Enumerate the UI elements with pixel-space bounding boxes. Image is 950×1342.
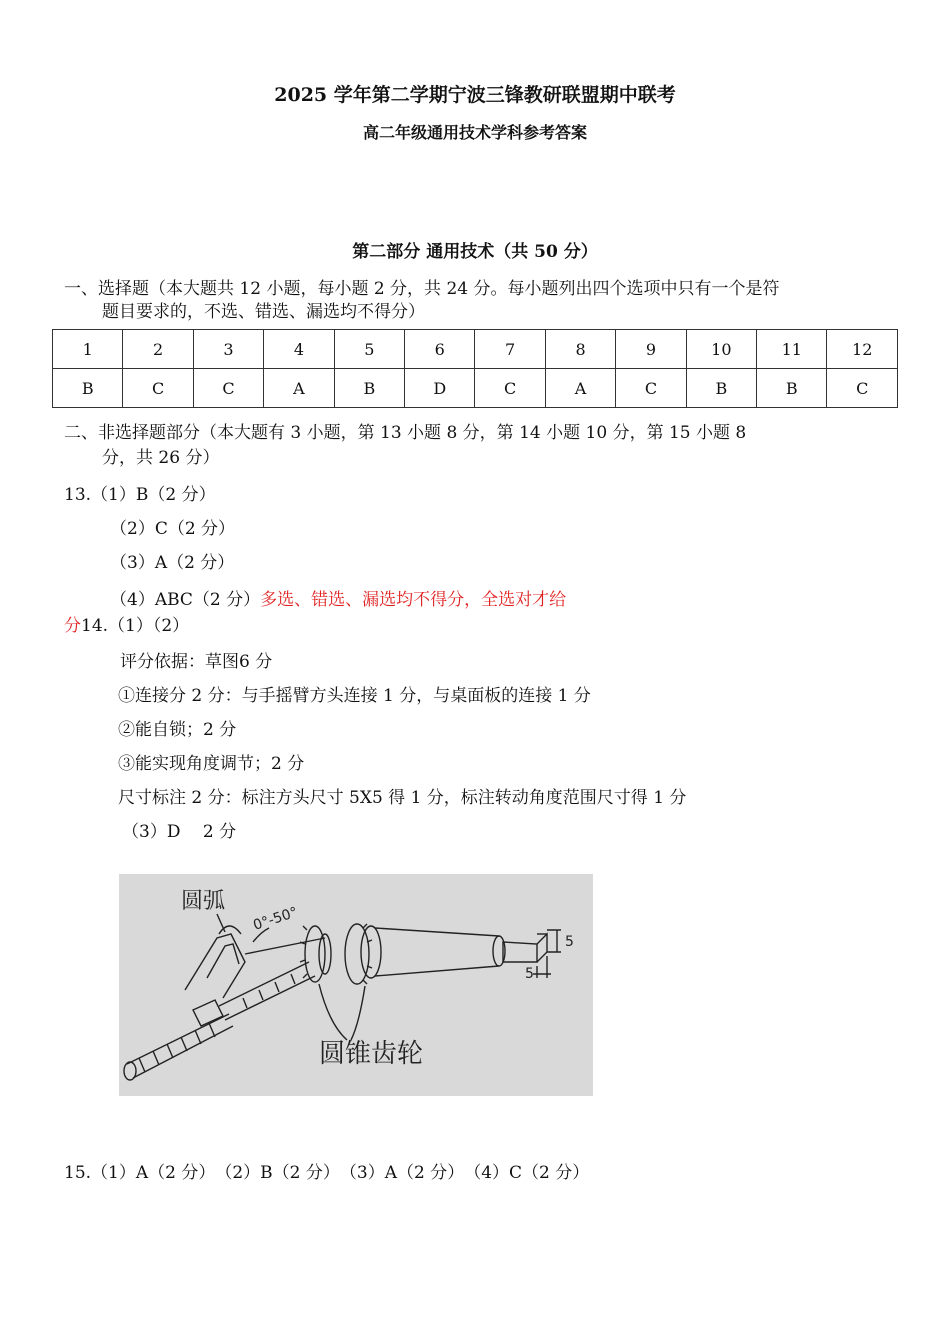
part2-intro-line2: 分，共 26 分） (102, 448, 220, 468)
q13-answer-4-text: （4）ABC（2 分） (110, 590, 261, 610)
table-cell: 10 (686, 330, 756, 369)
table-cell: 2 (123, 330, 193, 369)
q13-answer-4 (110, 585, 566, 610)
table-cell: A (264, 369, 334, 408)
answer-table-answer-row (53, 369, 898, 408)
q13-answer-2: （2）C（2 分） (110, 519, 236, 539)
sketch-image (119, 874, 593, 1096)
table-cell: 6 (405, 330, 475, 369)
q14-item-3: ③能实现角度调节；2 分 (118, 754, 305, 774)
q13-answer-1: 13.（1）B（2 分） (64, 485, 216, 505)
q13-note-tail: 分 (64, 616, 81, 636)
table-cell: 4 (264, 330, 334, 369)
answer-table (52, 329, 898, 408)
q14-item-2: ②能自锁；2 分 (118, 720, 237, 740)
table-cell: C (123, 369, 193, 408)
table-cell: 1 (53, 330, 123, 369)
q14-answer-3: （3）D 2 分 (122, 822, 237, 842)
table-cell: 9 (616, 330, 686, 369)
table-cell: C (193, 369, 263, 408)
q13-answer-4-note: 多选、错选、漏选均不得分，全选对才给 (260, 590, 567, 610)
q13-q14-line (64, 611, 189, 636)
sketch-label-angle: 0°-50° (251, 904, 300, 934)
table-cell: A (545, 369, 615, 408)
q15-answers: 15.（1）A（2 分） （2）B（2 分） （3）A（2 分） （4）C（2 分） (64, 1163, 590, 1183)
sketch-drawing (119, 874, 593, 1096)
q14-head: 14.（1）（2） (81, 616, 190, 636)
table-cell: B (334, 369, 404, 408)
page-title: 2025 学年第二学期宁波三锋教研联盟期中联考 (274, 84, 676, 106)
part1-intro-line1: 一、选择题（本大题共 12 小题，每小题 2 分，共 24 分。每小题列出四个选项中只有一个是符 (64, 279, 780, 299)
answer-table-number-row (53, 330, 898, 369)
table-cell: B (757, 369, 827, 408)
table-cell: 7 (475, 330, 545, 369)
table-cell: C (827, 369, 898, 408)
q14-item-1: ①连接分 2 分：与手摇臂方头连接 1 分，与桌面板的连接 1 分 (118, 686, 591, 706)
table-cell: 5 (334, 330, 404, 369)
part2-intro-line1: 二、非选择题部分（本大题有 3 小题，第 13 小题 8 分，第 14 小题 10 分，第 15 小题 8 (64, 423, 747, 443)
table-cell: C (616, 369, 686, 408)
sketch-label-arc: 圆弧 (181, 889, 226, 914)
q13-answer-3: （3）A（2 分） (110, 553, 235, 573)
part1-intro-line2: 题目要求的，不选、错选、漏选均不得分） (102, 302, 425, 322)
section-title: 第二部分 通用技术（共 50 分） (352, 242, 598, 262)
table-cell: 12 (827, 330, 898, 369)
table-cell: C (475, 369, 545, 408)
table-cell: 11 (757, 330, 827, 369)
table-cell: 3 (193, 330, 263, 369)
q14-basis: 评分依据：草图6 分 (120, 652, 273, 672)
sketch-label-gear: 圆锥齿轮 (319, 1039, 424, 1069)
table-cell: B (53, 369, 123, 408)
page-subtitle: 高二年级通用技术学科参考答案 (362, 123, 587, 142)
table-cell: D (405, 369, 475, 408)
q14-dims: 尺寸标注 2 分：标注方头尺寸 5X5 得 1 分，标注转动角度范围尺寸得 1 分 (118, 788, 687, 808)
sketch-dim-b: 5 (525, 966, 534, 982)
table-cell: B (686, 369, 756, 408)
sketch-dim-a: 5 (565, 934, 574, 950)
table-cell: 8 (545, 330, 615, 369)
